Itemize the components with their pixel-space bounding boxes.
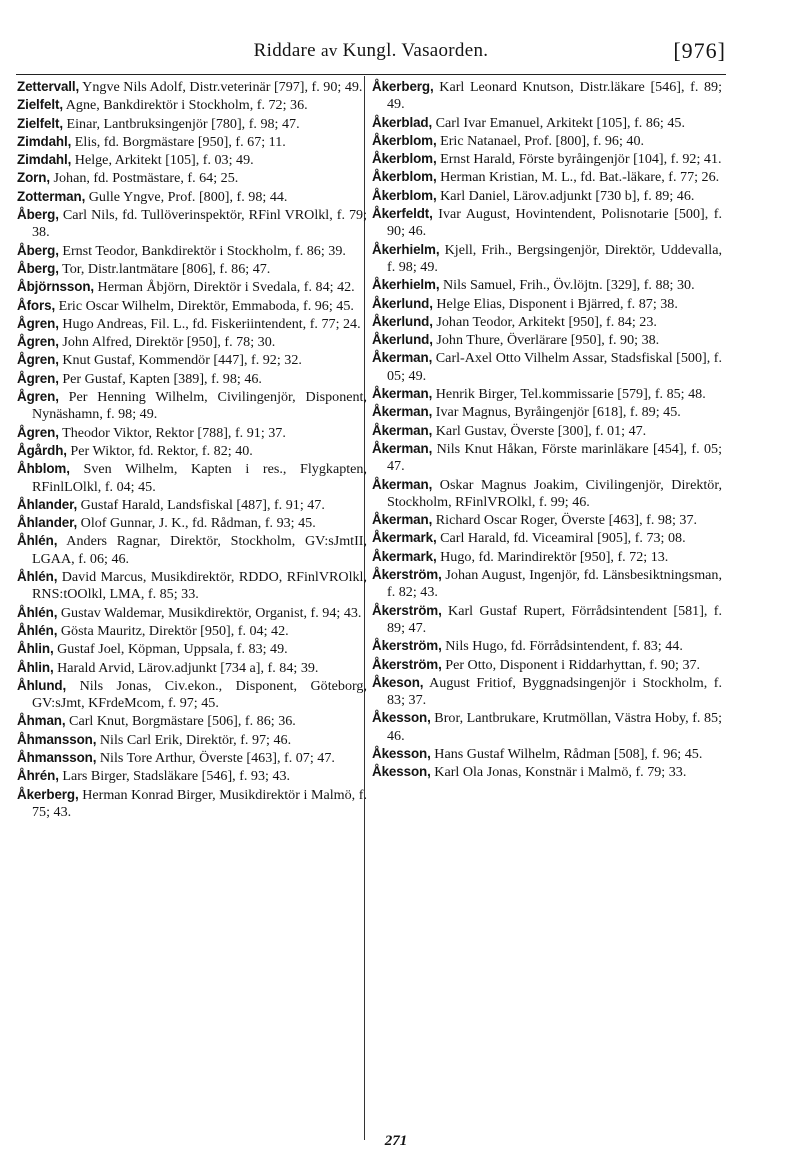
entry-surname: Åhlén, xyxy=(17,622,58,638)
entry-surname: Åkesson, xyxy=(372,710,431,726)
list-item xyxy=(372,637,722,655)
list-item xyxy=(17,749,367,767)
list-item xyxy=(17,496,367,514)
entry-details: Helge, Arkitekt [105], f. 03; 49. xyxy=(71,152,254,169)
entry-surname: Åkerblom, xyxy=(372,169,437,185)
entry-details: Tor, Distr.lantmätare [806], f. 86; 47. xyxy=(58,260,271,277)
entry-surname: Åhlén, xyxy=(17,569,58,585)
entry-details: Carl Nils, fd. Tullöverinspektör, RFinl VROlkl, f. 79; 38. xyxy=(32,207,367,241)
entry-surname: Åkermark, xyxy=(372,548,437,564)
list-item xyxy=(372,763,722,781)
entry-surname: Ågren, xyxy=(17,370,59,386)
entry-details: Knut Gustaf, Kommendör [447], f. 92; 32. xyxy=(58,352,302,369)
entry-details: Carl Ivar Emanuel, Arkitekt [105], f. 86; 45. xyxy=(432,114,685,131)
list-item xyxy=(17,351,367,369)
entry-details: Oskar Magnus Joakim, Civilingenjör, Direktör, Stockholm, RFinlVROlkl, f. 99; 46. xyxy=(387,476,722,510)
entry-details: Gustav Waldemar, Musikdirektör, Organist, f. 94; 43. xyxy=(57,604,362,621)
entry-surname: Zotterman, xyxy=(17,188,86,204)
entry-surname: Åkesson, xyxy=(372,764,431,780)
list-item xyxy=(17,370,367,388)
list-item xyxy=(372,709,722,745)
entry-details: Yngve Nils Adolf, Distr.veterinär [797], f. 90; 49. xyxy=(79,79,363,95)
entry-details: Agne, Bankdirektör i Stockholm, f. 72; 36. xyxy=(62,97,308,114)
list-item xyxy=(372,476,722,512)
entry-surname: Åberg, xyxy=(17,207,59,223)
entry-details: Carl Knut, Borgmästare [506], f. 86; 36. xyxy=(65,713,296,730)
list-item xyxy=(17,78,367,96)
entry-surname: Åkermark, xyxy=(372,530,437,546)
right-column xyxy=(372,78,722,782)
entry-details: Nils Tore Arthur, Överste [463], f. 07; 47. xyxy=(96,749,335,766)
entry-surname: Åkerman, xyxy=(372,476,433,492)
list-item xyxy=(372,349,722,385)
entry-details: Johan August, Ingenjör, fd. Länsbesiktningsman, f. 82; 43. xyxy=(387,567,722,601)
entry-surname: Åkerman, xyxy=(372,386,433,402)
entry-details: Hugo, fd. Marindirektör [950], f. 72; 13. xyxy=(436,548,669,565)
list-item xyxy=(17,115,367,133)
entry-details: Hugo Andreas, Fil. L., fd. Fiskeriintendent, f. 77; 24. xyxy=(58,315,361,332)
entry-surname: Ågren, xyxy=(17,424,59,440)
title-suffix: Kungl. Vasaorden. xyxy=(337,40,489,61)
entry-details: Herman Konrad Birger, Musikdirektör i Malmö, f. 75; 43. xyxy=(32,786,367,820)
entry-surname: Åkeson, xyxy=(372,674,424,690)
entry-details: Lars Birger, Stadsläkare [546], f. 93; 43. xyxy=(58,768,291,785)
list-item xyxy=(17,767,367,785)
list-item xyxy=(372,114,722,132)
list-item xyxy=(372,602,722,638)
entry-surname: Zorn, xyxy=(17,170,50,186)
list-item xyxy=(17,568,367,604)
list-item xyxy=(17,604,367,622)
list-item xyxy=(17,188,367,206)
list-item xyxy=(17,133,367,151)
entry-details: Richard Oscar Roger, Överste [463], f. 98; 37. xyxy=(432,512,698,529)
entry-details: Olof Gunnar, J. K., fd. Rådman, f. 93; 45. xyxy=(77,515,316,532)
entry-details: August Fritiof, Byggnadsingenjör i Stockholm, f. 83; 37. xyxy=(387,674,722,709)
entry-surname: Åkerman, xyxy=(372,512,433,528)
title-prefix: Riddare xyxy=(253,40,321,61)
entry-surname: Zielfelt, xyxy=(17,115,63,131)
entry-surname: Åkerhielm, xyxy=(372,241,440,257)
entry-surname: Zettervall, xyxy=(17,79,80,94)
entry-surname: Åkerman, xyxy=(372,404,433,420)
entry-details: Gustaf Harald, Landsfiskal [487], f. 91; 47. xyxy=(77,496,325,513)
entry-details: Ivar Magnus, Byråingenjör [618], f. 89; 45. xyxy=(432,404,681,421)
entry-surname: Ågren, xyxy=(17,389,59,405)
entry-surname: Åhlén, xyxy=(17,533,58,549)
entry-surname: Åkerman, xyxy=(372,350,433,366)
list-item xyxy=(372,331,722,349)
entry-details: Einar, Lantbruksingenjör [780], f. 98; 47. xyxy=(62,115,300,132)
entry-details: David Marcus, Musikdirektör, RDDO, RFinlVROlkl, RNS:tOOlkl, LMA, f. 85; 33. xyxy=(32,569,367,603)
entry-surname: Åhlander, xyxy=(17,496,78,512)
entry-surname: Åkerberg, xyxy=(372,79,434,94)
list-item xyxy=(17,260,367,278)
entry-details: Karl Daniel, Lärov.adjunkt [730 b], f. 89; 46. xyxy=(436,187,695,204)
entry-surname: Åkerberg, xyxy=(17,786,79,802)
entry-details: Anders Ragnar, Direktör, Stockholm, GV:sJmtII, LGAA, f. 06; 46. xyxy=(32,533,367,567)
entry-surname: Åbjörnsson, xyxy=(17,279,95,295)
list-item xyxy=(17,442,367,460)
entry-details: Gösta Mauritz, Direktör [950], f. 04; 42. xyxy=(57,622,289,639)
entry-details: Sven Wilhelm, Kapten i res., Flygkapten, RFinlLOlkl, f. 04; 45. xyxy=(32,461,367,495)
list-item xyxy=(372,295,722,313)
entry-surname: Zielfelt, xyxy=(17,97,63,113)
list-item xyxy=(17,278,367,296)
list-item xyxy=(17,712,367,730)
list-item xyxy=(372,674,722,710)
list-item xyxy=(17,659,367,677)
entry-surname: Åhlin, xyxy=(17,641,54,657)
entry-surname: Åkerman, xyxy=(372,440,433,456)
entry-details: Per Wiktor, fd. Rektor, f. 82; 40. xyxy=(66,442,253,459)
list-item xyxy=(17,677,367,713)
running-title xyxy=(16,40,726,62)
entry-details: Nils Carl Erik, Direktör, f. 97; 46. xyxy=(96,731,292,748)
list-item xyxy=(17,151,367,169)
entry-details: Henrik Birger, Tel.kommissarie [579], f. 85; 48. xyxy=(432,386,706,403)
list-item xyxy=(17,333,367,351)
entry-surname: Ågårdh, xyxy=(17,442,67,458)
list-item xyxy=(372,548,722,566)
list-item xyxy=(17,514,367,532)
list-item xyxy=(17,206,367,242)
entry-details: Hans Gustaf Wilhelm, Rådman [508], f. 96; 45. xyxy=(430,745,703,762)
page-header xyxy=(16,38,726,68)
entry-surname: Åkerström, xyxy=(372,656,442,672)
entry-details: Kjell, Frih., Bergsingenjör, Direktör, Uddevalla, f. 98; 49. xyxy=(387,241,722,275)
list-item xyxy=(17,297,367,315)
entry-details: Johan, fd. Postmästare, f. 64; 25. xyxy=(49,170,239,187)
entry-surname: Åkerström, xyxy=(372,602,442,618)
list-item xyxy=(372,440,722,476)
entry-details: John Thure, Överlärare [950], f. 90; 38. xyxy=(432,332,660,349)
entry-surname: Ågren, xyxy=(17,334,59,350)
entry-details: Ernst Teodor, Bankdirektör i Stockholm, f. 86; 39. xyxy=(58,242,346,259)
entry-details: Bror, Lantbrukare, Krutmöllan, Västra Hoby, f. 85; 46. xyxy=(387,710,722,744)
title-av: av xyxy=(320,41,338,60)
list-item xyxy=(372,403,722,421)
entry-details: Karl Leonard Knutson, Distr.läkare [546], f. 89; 49. xyxy=(387,79,722,113)
entry-details: Helge Elias, Disponent i Bjärred, f. 87; 38. xyxy=(432,295,678,312)
list-item xyxy=(372,241,722,277)
entry-details: Nils Jonas, Civ.ekon., Disponent, Göteborg, GV:sJmt, KFrdeMcom, f. 97; 45. xyxy=(32,677,367,712)
list-item xyxy=(372,745,722,763)
entry-surname: Åkerblom, xyxy=(372,151,437,167)
entry-surname: Åkerfeldt, xyxy=(372,206,433,222)
entry-details: Nils Hugo, fd. Förrådsintendent, f. 83; 44. xyxy=(441,638,683,655)
entry-details: Karl Ola Jonas, Konstnär i Malmö, f. 79; 33. xyxy=(430,764,687,781)
entry-details: Carl-Axel Otto Vilhelm Assar, Stadsfiskal [500], f. 05; 49. xyxy=(387,350,722,384)
entry-surname: Åhmansson, xyxy=(17,749,97,765)
entry-surname: Åkerlund, xyxy=(372,313,433,329)
entry-surname: Åhrén, xyxy=(17,768,59,784)
entry-surname: Åberg, xyxy=(17,242,59,258)
entry-surname: Åkerhielm, xyxy=(372,277,440,293)
entry-details: Nils Knut Håkan, Förste marinläkare [454], f. 05; 47. xyxy=(387,440,722,475)
entry-details: Herman Åbjörn, Direktör i Svedala, f. 84; 42. xyxy=(94,279,355,296)
list-item xyxy=(372,205,722,241)
list-item xyxy=(17,460,367,496)
entry-details: Per Otto, Disponent i Riddarhyttan, f. 90; 37. xyxy=(441,656,701,673)
page-bracket-number: [976] xyxy=(673,38,726,63)
entry-surname: Åhmansson, xyxy=(17,731,97,747)
entry-surname: Zimdahl, xyxy=(17,133,72,149)
entry-surname: Ågren, xyxy=(17,352,59,368)
list-item xyxy=(372,132,722,150)
entry-surname: Åkerström, xyxy=(372,567,442,583)
list-item xyxy=(372,313,722,331)
list-item xyxy=(372,385,722,403)
list-item xyxy=(17,242,367,260)
entry-details: Per Gustaf, Kapten [389], f. 98; 46. xyxy=(58,370,262,387)
list-item xyxy=(17,96,367,114)
entry-surname: Ågren, xyxy=(17,315,59,331)
entry-surname: Åhman, xyxy=(17,713,66,729)
list-item xyxy=(17,532,367,568)
entry-details: Harald Arvid, Lärov.adjunkt [734 a], f. 84; 39. xyxy=(53,659,319,676)
entry-details: Elis, fd. Borgmästare [950], f. 67; 11. xyxy=(71,133,286,150)
entry-surname: Åfors, xyxy=(17,297,56,313)
list-item xyxy=(17,424,367,442)
list-item xyxy=(372,168,722,186)
list-item xyxy=(17,388,367,424)
entry-surname: Åhlin, xyxy=(17,659,54,675)
list-item xyxy=(372,187,722,205)
list-item xyxy=(372,656,722,674)
list-item xyxy=(372,276,722,294)
list-item xyxy=(372,422,722,440)
entry-details: Herman Kristian, M. L., fd. Bat.-läkare, f. 77; 26. xyxy=(436,169,720,186)
entry-surname: Åberg, xyxy=(17,260,59,276)
header-rule xyxy=(16,74,726,75)
entry-details: Carl Harald, fd. Viceamiral [905], f. 73; 08. xyxy=(436,530,686,547)
list-item xyxy=(17,731,367,749)
list-item xyxy=(17,640,367,658)
entry-surname: Åkerblad, xyxy=(372,114,433,130)
list-item xyxy=(372,529,722,547)
entry-details: Gulle Yngve, Prof. [800], f. 98; 44. xyxy=(85,188,288,205)
list-item xyxy=(372,566,722,602)
entry-surname: Åkerman, xyxy=(372,422,433,438)
list-item xyxy=(17,315,367,333)
entry-details: Karl Gustaf Rupert, Förrådsintendent [581], f. 89; 47. xyxy=(387,602,722,636)
entry-details: Johan Teodor, Arkitekt [950], f. 84; 23. xyxy=(432,313,657,330)
list-item xyxy=(372,511,722,529)
entry-surname: Åkerlund, xyxy=(372,295,433,311)
entry-surname: Zimdahl, xyxy=(17,152,72,168)
entry-details: Per Henning Wilhelm, Civilingenjör, Disponent, Nynäshamn, f. 98; 49. xyxy=(32,389,367,423)
list-item xyxy=(17,622,367,640)
entry-surname: Åkesson, xyxy=(372,745,431,761)
entry-surname: Åhlund, xyxy=(17,677,67,693)
entry-surname: Åkerblom, xyxy=(372,132,437,148)
entry-details: Nils Samuel, Frih., Öv.löjtn. [329], f. 88; 30. xyxy=(439,277,695,294)
entry-surname: Åhlander, xyxy=(17,515,78,531)
entry-details: Theodor Viktor, Rektor [788], f. 91; 37. xyxy=(58,424,286,441)
list-item xyxy=(17,786,367,822)
entry-surname: Åkerlund, xyxy=(372,332,433,348)
entry-surname: Åkerström, xyxy=(372,638,442,654)
left-column xyxy=(17,78,367,821)
entry-details: Gustaf Joel, Köpman, Uppsala, f. 83; 49. xyxy=(53,641,288,658)
entry-details: Eric Oscar Wilhelm, Direktör, Emmaboda, f. 96; 45. xyxy=(55,297,354,314)
list-item xyxy=(17,169,367,187)
entry-details: Ivar August, Hovintendent, Polisnotarie [500], f. 90; 46. xyxy=(387,206,722,240)
entry-surname: Åhblom, xyxy=(17,461,70,477)
entry-surname: Åkerblom, xyxy=(372,187,437,203)
entry-surname: Åhlén, xyxy=(17,604,58,620)
page-number: 271 xyxy=(384,1133,408,1149)
entry-details: Eric Natanael, Prof. [800], f. 96; 40. xyxy=(436,132,645,149)
entry-details: John Alfred, Direktör [950], f. 78; 30. xyxy=(58,334,276,351)
entry-details: Karl Gustav, Överste [300], f. 01; 47. xyxy=(432,422,647,439)
list-item xyxy=(372,78,722,114)
list-item xyxy=(372,150,722,168)
entry-details: Ernst Harald, Förste byråingenjör [104], f. 92; 41. xyxy=(436,151,722,168)
